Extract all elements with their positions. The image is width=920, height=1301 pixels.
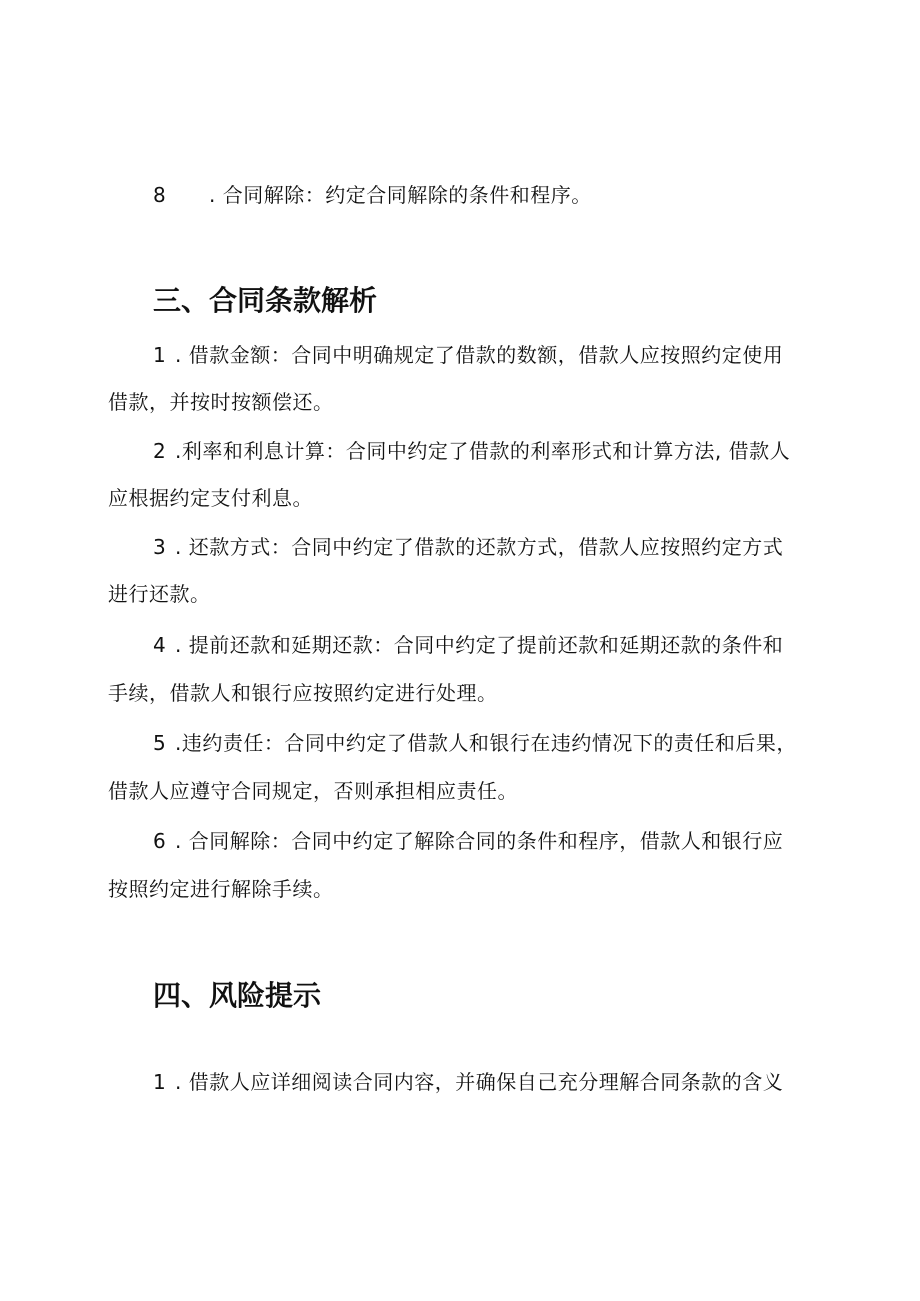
list-item-continuation: 手续，借款人和银行应按照约定进行处理。	[108, 681, 498, 705]
section-heading-3: 三、合同条款解析	[153, 284, 378, 317]
list-item	[153, 533, 873, 561]
list-item	[153, 729, 873, 757]
list-item	[153, 827, 873, 855]
list-item	[153, 437, 873, 465]
item-text-line1: . 还款方式：合同中约定了借款的还款方式，借款人应按照约定方式	[175, 535, 784, 559]
list-item-continuation: 借款，并按时按额偿还。	[108, 390, 334, 414]
item-text-line1: . 借款人应详细阅读合同内容，并确保自己充分理解合同条款的含义	[175, 1070, 784, 1094]
item-number: 5	[153, 731, 167, 755]
item-text-line1: . 提前还款和延期还款：合同中约定了提前还款和延期还款的条件和	[175, 633, 784, 657]
item-number: 2	[153, 439, 167, 463]
list-item	[153, 1068, 873, 1096]
list-item-top	[153, 181, 873, 209]
item-text: . 合同解除：约定合同解除的条件和程序。	[209, 183, 592, 207]
item-number: 1	[153, 343, 167, 367]
item-number: 3	[153, 535, 167, 559]
item-number: 8	[153, 183, 167, 207]
list-item-continuation: 进行还款。	[108, 582, 211, 606]
list-item-continuation: 按照约定进行解除手续。	[108, 877, 334, 901]
list-item-continuation: 应根据约定支付利息。	[108, 486, 313, 510]
item-text-line1: .利率和利息计算：合同中约定了借款的利率形式和计算方法, 借款人	[175, 439, 791, 463]
list-item-continuation: 借款人应遵守合同规定，否则承担相应责任。	[108, 779, 518, 803]
item-number: 4	[153, 633, 167, 657]
list-item	[153, 341, 873, 369]
item-text-line1: .违约责任：合同中约定了借款人和银行在违约情况下的责任和后果，	[175, 731, 797, 755]
item-text-line1: . 合同解除：合同中约定了解除合同的条件和程序，借款人和银行应	[175, 829, 784, 853]
list-item	[153, 631, 873, 659]
section-heading-4: 四、风险提示	[153, 979, 322, 1012]
item-text-line1: . 借款金额：合同中明确规定了借款的数额，借款人应按照约定使用	[175, 343, 784, 367]
item-number: 1	[153, 1070, 167, 1094]
item-number: 6	[153, 829, 167, 853]
